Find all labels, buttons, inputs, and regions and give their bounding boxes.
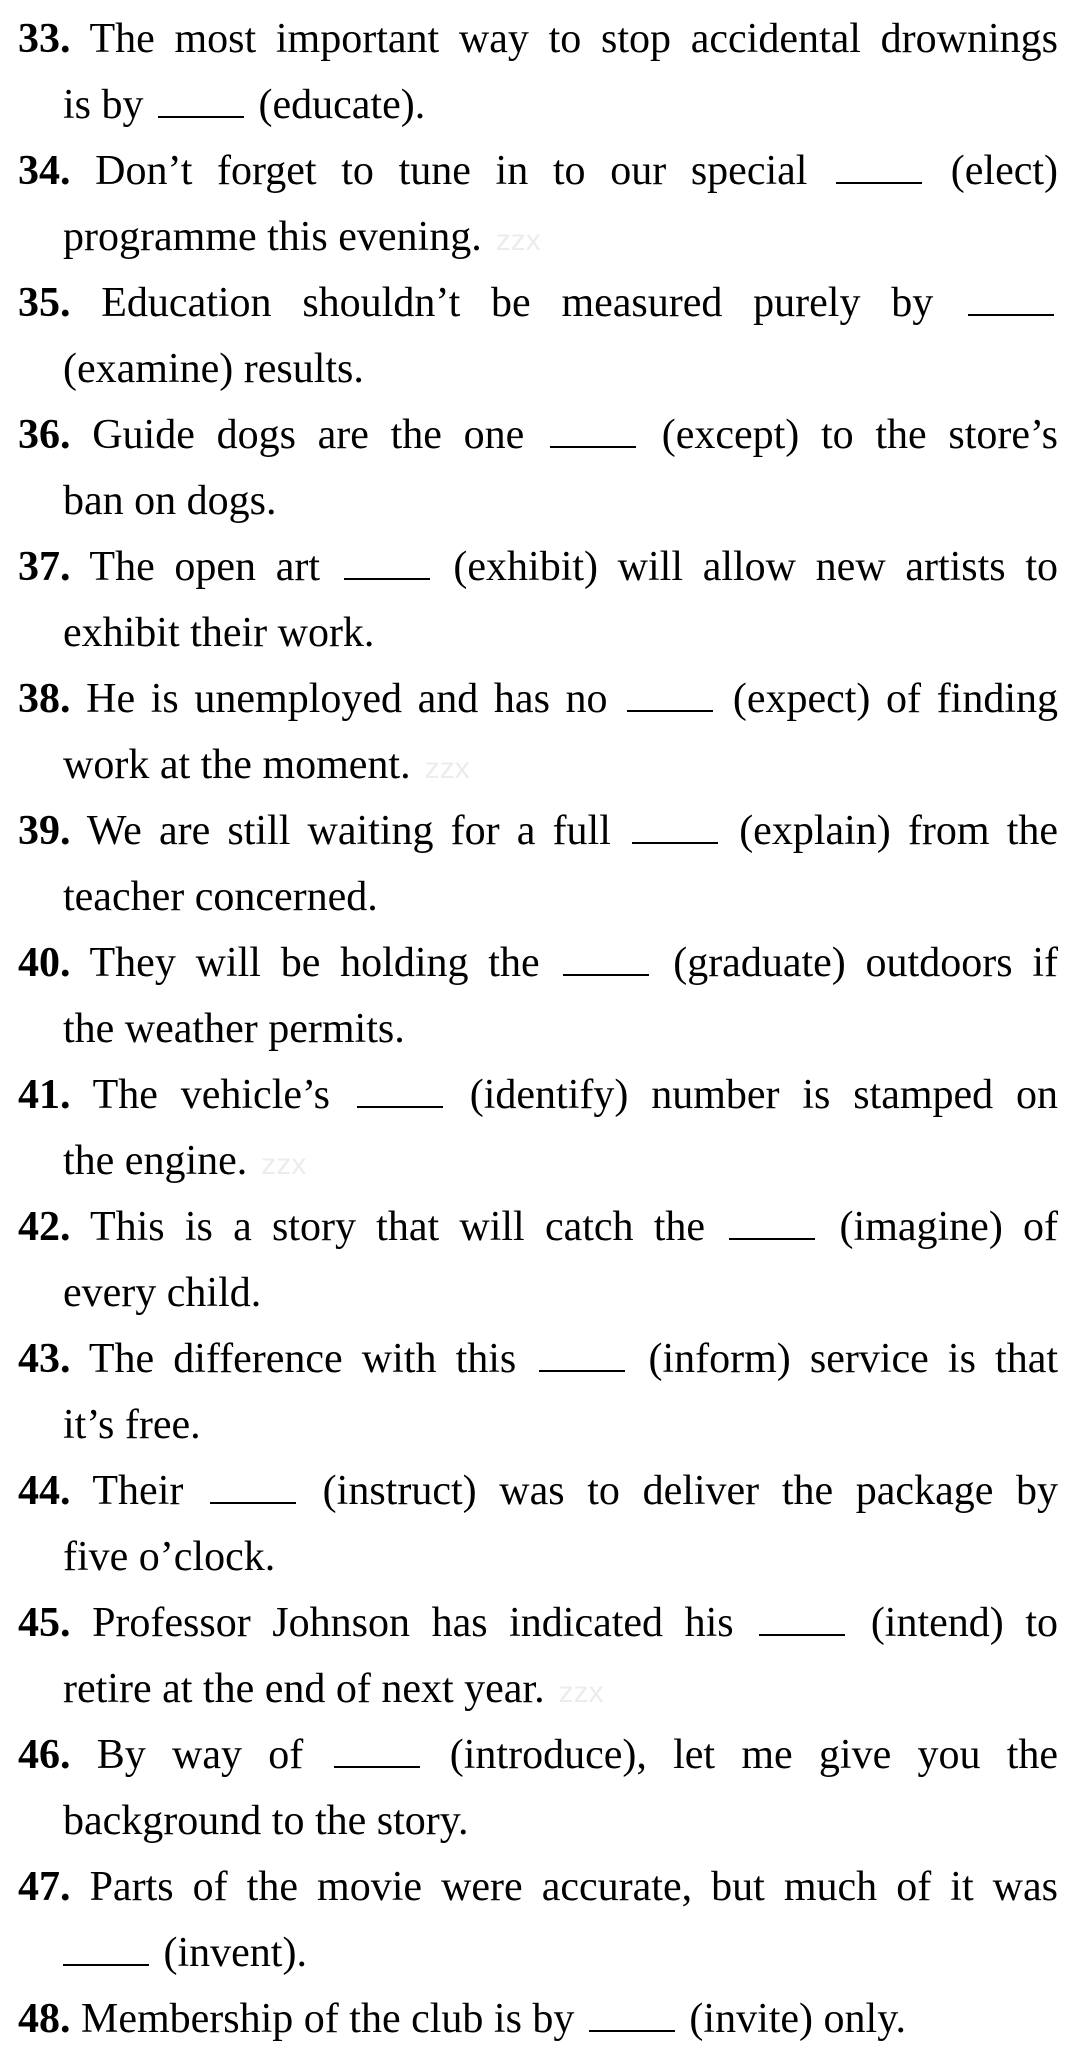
question-text: Parts of the movie were accurate, but much of it was [89, 1864, 1058, 1910]
question-number: 33. [18, 16, 71, 62]
question-text: Professor Johnson has indicated his [92, 1600, 734, 1646]
question-38 [18, 666, 1058, 802]
question-text: work at the moment. [63, 742, 411, 788]
question-33 [18, 6, 1058, 138]
question-35 [18, 270, 1058, 402]
word-hint: (intend) to [870, 1600, 1059, 1646]
word-hint: (graduate) outdoors if [673, 940, 1058, 986]
question-text: The most important way to stop accidental drownings [89, 16, 1058, 62]
question-text: By way of [96, 1732, 304, 1778]
word-hint: (invite) only. [689, 1996, 906, 2042]
word-hint: (elect) [950, 148, 1059, 194]
watermark: zzx [495, 224, 541, 257]
word-hint: (except) to the store’s [661, 412, 1059, 458]
question-text: is by [63, 82, 144, 128]
word-hint: (explain) from the [739, 808, 1059, 854]
word-hint: (inform) service is that [648, 1336, 1059, 1382]
word-hint: (imagine) of [839, 1204, 1059, 1250]
question-number: 46. [18, 1732, 71, 1778]
question-text: Education shouldn’t be measured purely by [101, 280, 934, 326]
question-text: They will be holding the [89, 940, 540, 986]
watermark: zzx [261, 1148, 307, 1181]
question-text: The open art [89, 544, 321, 590]
question-text: every child. [63, 1270, 262, 1316]
question-43 [18, 1326, 1058, 1458]
question-text: the engine. [63, 1138, 248, 1184]
answer-blank[interactable] [729, 1204, 815, 1240]
question-46 [18, 1722, 1058, 1854]
answer-blank[interactable] [968, 280, 1054, 316]
question-text: five o’clock. [63, 1534, 276, 1580]
question-number: 37. [18, 544, 71, 590]
answer-blank[interactable] [632, 808, 718, 844]
question-text: Don’t forget to tune in to our special [95, 148, 808, 194]
answer-blank[interactable] [563, 940, 649, 976]
question-number: 39. [18, 808, 71, 854]
answer-blank[interactable] [357, 1072, 443, 1108]
question-number: 48. [18, 1996, 71, 2042]
question-number: 47. [18, 1864, 71, 1910]
question-number: 44. [18, 1468, 71, 1514]
answer-blank[interactable] [539, 1336, 625, 1372]
question-number: 35. [18, 280, 71, 326]
question-text: exhibit their work. [63, 610, 375, 656]
word-hint: (identify) number is stamped on [469, 1072, 1059, 1118]
word-hint: (introduce), let me give you the [449, 1732, 1059, 1778]
answer-blank[interactable] [627, 676, 713, 712]
answer-blank[interactable] [344, 544, 430, 580]
question-text: We are still waiting for a full [86, 808, 611, 854]
question-text: Membership of the club is by [81, 1996, 575, 2042]
answer-blank[interactable] [550, 412, 636, 448]
question-41 [18, 1062, 1058, 1198]
question-text: This is a story that will catch the [89, 1204, 706, 1250]
question-47 [18, 1854, 1058, 1986]
question-number: 38. [18, 676, 71, 722]
question-number: 34. [18, 148, 71, 194]
answer-blank[interactable] [759, 1600, 845, 1636]
word-hint: (invent). [163, 1930, 307, 1976]
question-39 [18, 798, 1058, 930]
answer-blank[interactable] [334, 1732, 420, 1768]
question-number: 45. [18, 1600, 71, 1646]
question-42 [18, 1194, 1058, 1326]
question-text: The vehicle’s [92, 1072, 331, 1118]
question-text: the weather permits. [63, 1006, 405, 1052]
question-text: The difference with this [88, 1336, 517, 1382]
question-text: He is unemployed and has no [86, 676, 608, 722]
question-text: it’s free. [63, 1402, 201, 1448]
question-number: 41. [18, 1072, 71, 1118]
word-hint: (examine) results. [63, 346, 364, 392]
answer-blank[interactable] [589, 1996, 675, 2032]
question-48 [18, 1986, 1058, 2052]
word-hint: (educate). [258, 82, 426, 128]
question-36 [18, 402, 1058, 534]
question-text: teacher concerned. [63, 874, 378, 920]
question-34 [18, 138, 1058, 274]
question-text: background to the story. [63, 1798, 469, 1844]
question-number: 42. [18, 1204, 71, 1250]
question-number: 40. [18, 940, 71, 986]
word-hint: (expect) of finding [732, 676, 1058, 722]
question-text: Their [92, 1468, 184, 1514]
answer-blank[interactable] [158, 82, 244, 118]
answer-blank[interactable] [63, 1930, 149, 1966]
answer-blank[interactable] [210, 1468, 296, 1504]
question-45 [18, 1590, 1058, 1726]
watermark: zzx [558, 1676, 604, 1709]
question-text: ban on dogs. [63, 478, 277, 524]
question-text: retire at the end of next year. [63, 1666, 545, 1712]
question-40 [18, 930, 1058, 1062]
watermark: zzx [424, 752, 470, 785]
answer-blank[interactable] [836, 148, 922, 184]
question-37 [18, 534, 1058, 666]
question-text: programme this evening. [63, 214, 482, 260]
word-hint: (instruct) was to deliver the package by [322, 1468, 1059, 1514]
word-hint: (exhibit) will allow new artists to [453, 544, 1059, 590]
question-number: 43. [18, 1336, 71, 1382]
question-text: Guide dogs are the one [92, 412, 525, 458]
question-number: 36. [18, 412, 71, 458]
question-44 [18, 1458, 1058, 1590]
